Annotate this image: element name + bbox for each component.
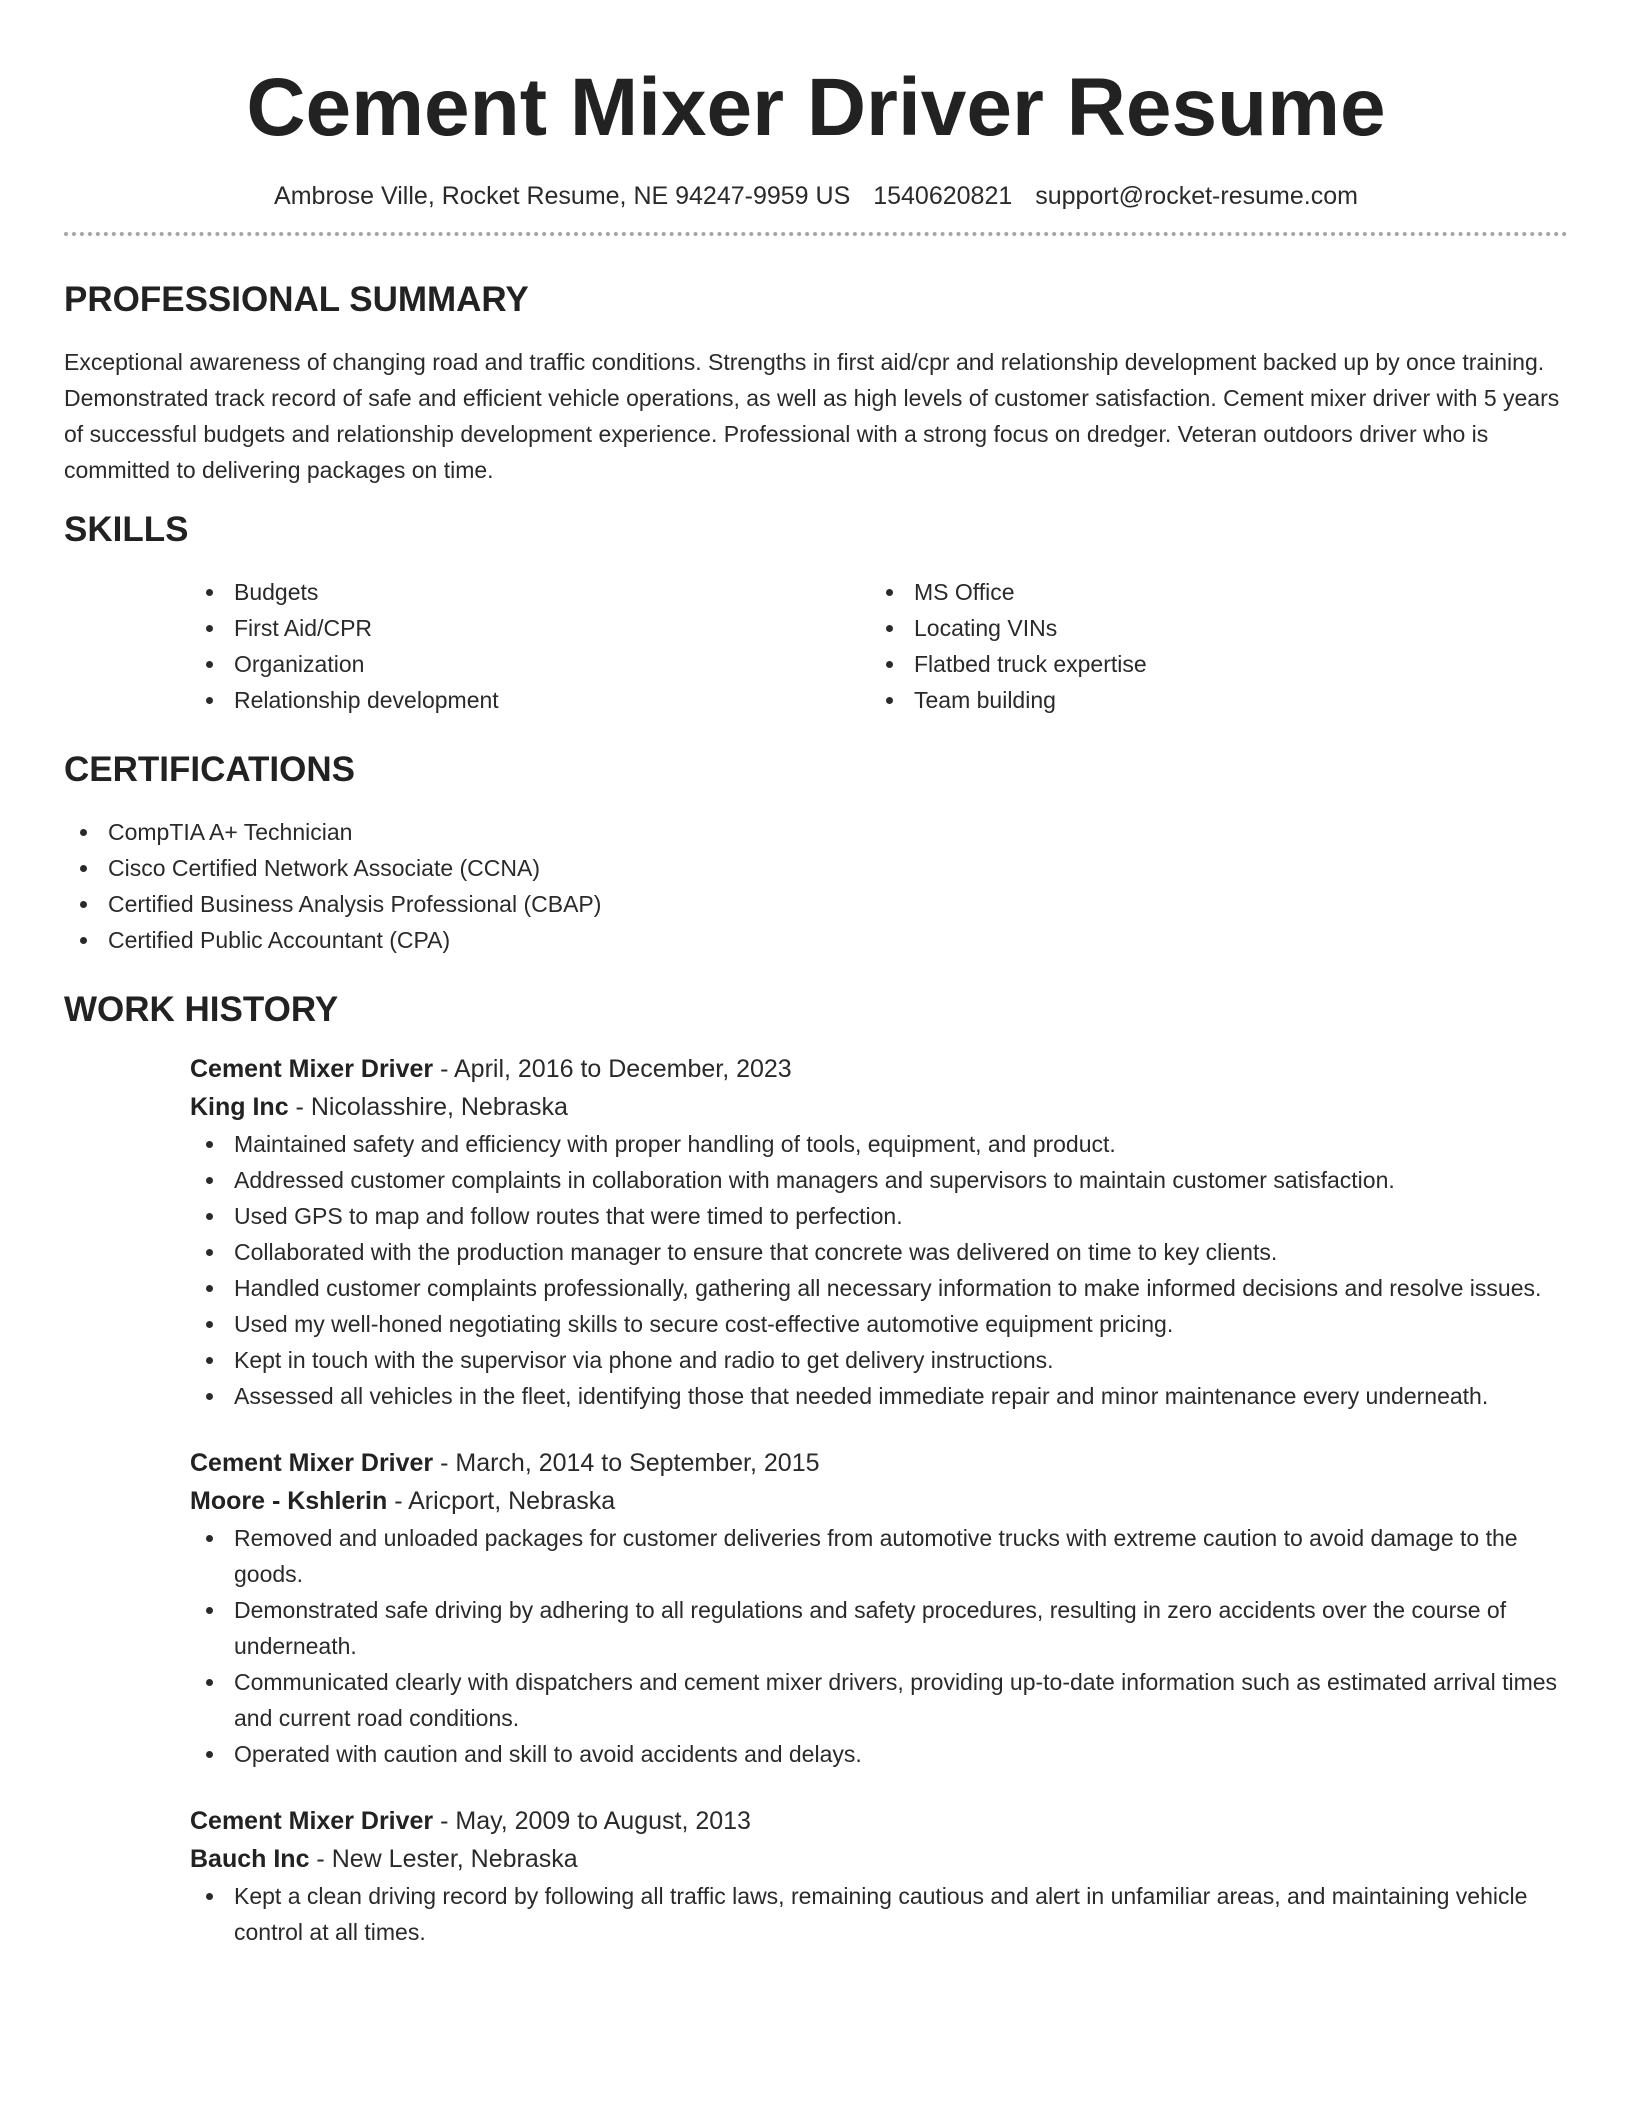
job-location: - Aricport, Nebraska	[387, 1487, 616, 1515]
job-duty: Communicated clearly with dispatchers and cement mixer drivers, providing up-to-date information such as estimated arrival times and current road conditions.	[190, 1664, 1568, 1736]
job-duty: Kept in touch with the supervisor via phone and radio to get delivery instructions.	[190, 1342, 1568, 1378]
certification-item: Certified Business Analysis Professional (CBAP)	[64, 886, 1568, 922]
job-dates: - March, 2014 to September, 2015	[433, 1449, 820, 1477]
job-duty: Assessed all vehicles in the fleet, identifying those that needed immediate repair and minor maintenance every underneath.	[190, 1378, 1568, 1414]
job-duty: Used GPS to map and follow routes that were timed to perfection.	[190, 1198, 1568, 1234]
skills-heading: SKILLS	[64, 510, 189, 549]
certification-item: Cisco Certified Network Associate (CCNA)	[64, 850, 1568, 886]
skill-item: First Aid/CPR	[190, 610, 870, 646]
job-title-line	[190, 1050, 1568, 1088]
skill-item: Budgets	[190, 574, 870, 610]
certification-item: Certified Public Accountant (CPA)	[64, 922, 1568, 958]
job-dates: - April, 2016 to December, 2023	[433, 1055, 792, 1083]
job-company-line	[190, 1482, 1568, 1520]
job-duty: Addressed customer complaints in collaboration with managers and supervisors to maintain customer satisfaction.	[190, 1162, 1568, 1198]
skill-item: Locating VINs	[870, 610, 1550, 646]
job-role: Cement Mixer Driver	[190, 1449, 434, 1477]
job-duty: Operated with caution and skill to avoid accidents and delays.	[190, 1736, 1568, 1772]
skills-column-right	[870, 574, 1550, 718]
job-duties	[190, 1520, 1568, 1772]
skills-list	[190, 574, 1568, 718]
certifications-section	[64, 748, 1568, 958]
contact-phone: 1540620821	[873, 182, 1013, 210]
job-duty: Maintained safety and efficiency with proper handling of tools, equipment, and product.	[190, 1126, 1568, 1162]
job-duty: Collaborated with the production manager to ensure that concrete was delivered on time to key clients.	[190, 1234, 1568, 1270]
job-dates: - May, 2009 to August, 2013	[433, 1807, 751, 1835]
contact-email: support@rocket-resume.com	[1035, 182, 1358, 210]
work-history-heading: WORK HISTORY	[64, 990, 339, 1029]
contact-address: Ambrose Ville, Rocket Resume, NE 94247-9959 US	[274, 182, 851, 210]
job-duty: Removed and unloaded packages for customer deliveries from automotive trucks with extreme caution to avoid damage to the goods.	[190, 1520, 1568, 1592]
job-duty: Kept a clean driving record by following all traffic laws, remaining cautious and alert in unfamiliar areas, and maintaining vehicle control at all times.	[190, 1878, 1568, 1950]
skills-column-left	[190, 574, 870, 718]
skill-item: Relationship development	[190, 682, 870, 718]
certification-item: CompTIA A+ Technician	[64, 814, 1568, 850]
job-role: Cement Mixer Driver	[190, 1055, 434, 1083]
job-duties	[190, 1126, 1568, 1414]
certifications-list	[64, 814, 1568, 958]
job-company: Bauch Inc	[190, 1845, 310, 1873]
job-title-line	[190, 1444, 1568, 1482]
job-entry	[190, 1444, 1568, 1772]
job-duty: Used my well-honed negotiating skills to secure cost-effective automotive equipment pricing.	[190, 1306, 1568, 1342]
skill-item: Organization	[190, 646, 870, 682]
job-duties	[190, 1878, 1568, 1950]
resume-page	[64, 0, 1568, 1950]
skill-item: Team building	[870, 682, 1550, 718]
job-entry	[190, 1802, 1568, 1950]
job-entry	[190, 1050, 1568, 1414]
job-company: King Inc	[190, 1093, 289, 1121]
job-location: - New Lester, Nebraska	[309, 1845, 578, 1873]
skill-item: Flatbed truck expertise	[870, 646, 1550, 682]
summary-section	[64, 278, 1568, 488]
job-company-line	[190, 1088, 1568, 1126]
job-title-line	[190, 1802, 1568, 1840]
work-history-section	[64, 988, 1568, 1950]
header-divider	[64, 232, 1568, 236]
certifications-heading: CERTIFICATIONS	[64, 750, 356, 789]
job-duty: Demonstrated safe driving by adhering to all regulations and safety procedures, resulting in zero accidents over the course of underneath.	[190, 1592, 1568, 1664]
job-duty: Handled customer complaints professionally, gathering all necessary information to make informed decisions and resolve issues.	[190, 1270, 1568, 1306]
contact-line	[64, 180, 1568, 212]
summary-text: Exceptional awareness of changing road and traffic conditions. Strengths in first aid/cpr and relationship development backed up by once training. Demonstrated track record of safe and efficient vehicle operations, as well as high levels of customer satisfaction. Cement mixer driver with 5 years of successful budgets and relationship development experience. Professional with a strong focus on dredger. Veteran outdoors driver who is committed to delivering packages on time.	[64, 349, 1560, 483]
skill-item: MS Office	[870, 574, 1550, 610]
summary-heading: PROFESSIONAL SUMMARY	[64, 280, 529, 319]
job-company-line	[190, 1840, 1568, 1878]
page-title: Cement Mixer Driver Resume	[246, 62, 1386, 153]
skills-section	[64, 508, 1568, 718]
job-location: - Nicolasshire, Nebraska	[288, 1093, 568, 1121]
job-role: Cement Mixer Driver	[190, 1807, 434, 1835]
job-company: Moore - Kshlerin	[190, 1487, 388, 1515]
